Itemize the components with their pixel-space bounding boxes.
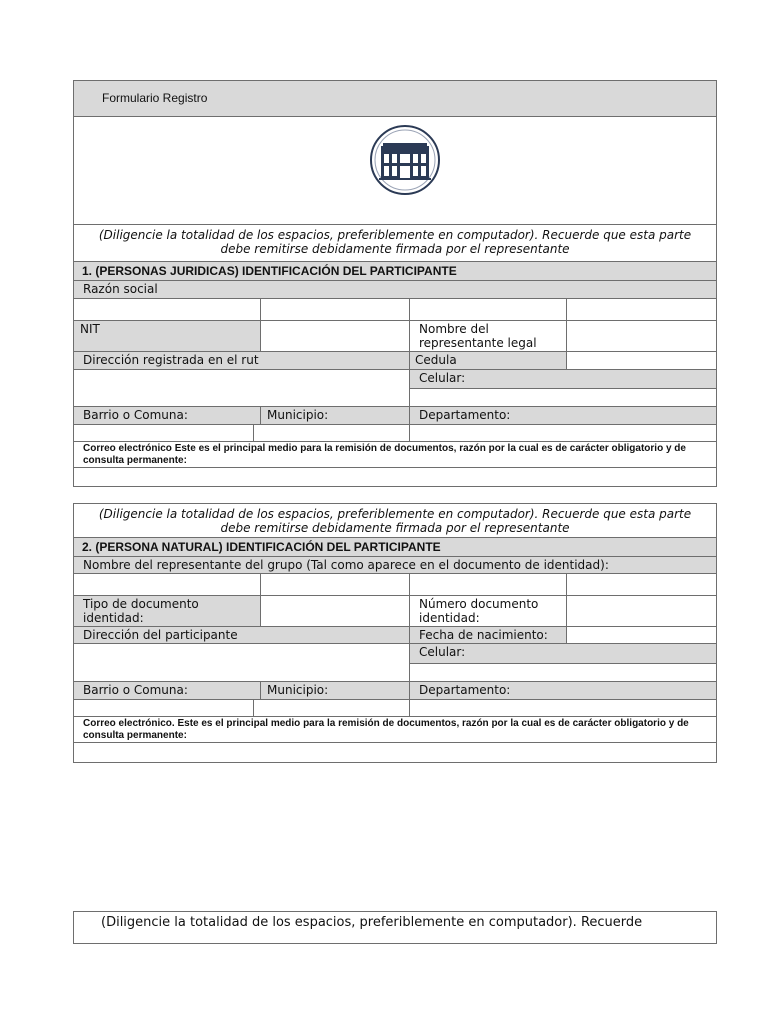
barrio-label: Barrio o Comuna: [74, 682, 261, 699]
form-title: Formulario Registro [102, 91, 208, 105]
ubicacion-labels-row [74, 407, 716, 425]
barrio-field[interactable] [74, 700, 254, 716]
municipio-label: Municipio: [261, 682, 410, 699]
direccion-celular-row [74, 644, 716, 682]
instructions-note: (Diligencie la totalidad de los espacios, preferiblemente en computador). Recuerde [101, 915, 643, 930]
logo-row [74, 117, 716, 225]
direccion-field[interactable] [74, 644, 410, 681]
nombre-representante-label: Nombre del representante legal [410, 321, 567, 351]
departamento-label: Departamento: [419, 408, 511, 422]
nombre-grupo-field-3[interactable] [410, 574, 567, 595]
barrio-field[interactable] [74, 425, 254, 441]
departamento-field[interactable] [410, 700, 716, 716]
correo-label-row [74, 442, 716, 468]
form-section-juridicas [73, 80, 717, 487]
barrio-label: Barrio o Comuna: [74, 407, 261, 424]
section-title: 2. (PERSONA NATURAL) IDENTIFICACIÓN DEL PARTICIPANTE [74, 538, 716, 557]
celular-label: Celular: [410, 644, 716, 664]
direccion-label: Dirección del participante [74, 627, 410, 643]
celular-label: Celular: [410, 370, 716, 389]
ubicacion-fields-row [74, 425, 716, 442]
correo-label-row [74, 717, 716, 743]
razon-social-field-2[interactable] [261, 299, 410, 320]
direccion-field[interactable] [74, 370, 410, 406]
razon-social-field-4[interactable] [567, 299, 716, 320]
section-title: 1. (PERSONAS JURIDICAS) IDENTIFICACIÓN DEL PARTICIPANTE [74, 262, 716, 281]
municipio-field[interactable] [254, 425, 410, 441]
tipo-documento-label: Tipo de documento identidad: [74, 596, 261, 626]
nombre-grupo-field[interactable] [74, 574, 261, 595]
nombre-grupo-field-2[interactable] [261, 574, 410, 595]
fecha-nacimiento-field[interactable] [567, 627, 716, 643]
direccion-celular-row [74, 370, 716, 407]
direccion-row [74, 627, 716, 644]
tipo-documento-field[interactable] [261, 596, 410, 626]
razon-social-field[interactable] [74, 299, 261, 320]
nombre-grupo-field-4[interactable] [567, 574, 716, 595]
nombre-grupo-row [74, 574, 716, 596]
cedula-field[interactable] [567, 352, 716, 369]
celular-block [410, 370, 716, 406]
razon-social-label: Razón social [74, 281, 716, 299]
nombre-grupo-label: Nombre del representante del grupo (Tal como aparece en el documento de identidad): [74, 557, 716, 574]
correo-label: Correo electrónico Este es el principal medio para la remisión de documentos, razón por la cual es de carácter obligatorio y de consulta permanente: [83, 443, 686, 466]
form-section-natural [73, 503, 717, 763]
departamento-label: Departamento: [419, 683, 511, 697]
instructions-note: (Diligencie la totalidad de los espacios, preferiblemente en computador). Recuerde que esta parte debe remitirse debidamente firmada por el representante [74, 225, 716, 262]
correo-label: Correo electrónico. Este es el principal medio para la remisión de documentos, razón por la cual es de carácter obligatorio y de consulta permanente: [83, 718, 689, 741]
municipio-field[interactable] [254, 700, 410, 716]
ubicacion-labels-row [74, 682, 716, 700]
celular-field[interactable] [410, 664, 716, 681]
municipio-label: Municipio: [261, 407, 410, 424]
celular-field[interactable] [410, 389, 716, 406]
nit-label: NIT [74, 321, 261, 351]
instructions-note: (Diligencie la totalidad de los espacios, preferiblemente en computador). Recuerde que esta parte debe remitirse debidamente firmada por el representante [74, 504, 716, 538]
documento-row [74, 596, 716, 627]
form-header [74, 81, 716, 117]
fecha-nacimiento-label: Fecha de nacimiento: [410, 627, 567, 643]
direccion-label: Dirección registrada en el rut [74, 352, 410, 369]
form-section-next [73, 911, 717, 944]
direccion-row [74, 352, 716, 370]
nit-row [74, 321, 716, 352]
numero-documento-field[interactable] [567, 596, 716, 626]
razon-social-field-3[interactable] [410, 299, 567, 320]
departamento-field[interactable] [410, 425, 716, 441]
building-emblem-icon [369, 124, 441, 196]
cedula-label: Cedula [410, 352, 567, 369]
correo-field[interactable] [74, 468, 716, 486]
nombre-representante-field[interactable] [567, 321, 716, 351]
ubicacion-fields-row [74, 700, 716, 717]
correo-field[interactable] [74, 743, 716, 762]
celular-block [410, 644, 716, 681]
nit-field[interactable] [261, 321, 410, 351]
numero-documento-label: Número documento identidad: [410, 596, 567, 626]
razon-social-row [74, 299, 716, 321]
